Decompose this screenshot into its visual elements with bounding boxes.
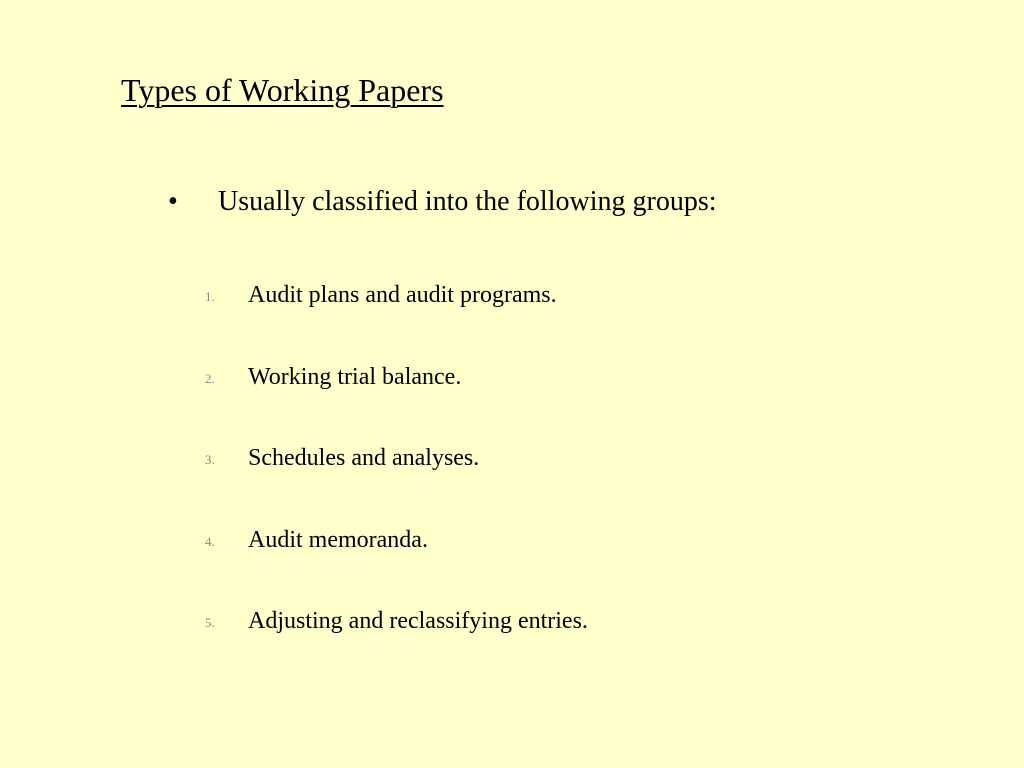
list-item-number: 3. (205, 452, 215, 467)
list-item-text: Audit plans and audit programs. (248, 282, 557, 308)
list-item-number: 4. (205, 534, 215, 549)
list-item-number: 1. (205, 289, 215, 304)
list-item-text: Adjusting and reclassifying entries. (248, 608, 588, 634)
list-item-number: 2. (205, 371, 215, 386)
bullet-text: Usually classified into the following groups: (218, 186, 717, 217)
list-item-text: Audit memoranda. (248, 527, 428, 553)
list-item-number: 5. (205, 615, 215, 630)
bullet-icon: • (168, 186, 178, 217)
slide-title: Types of Working Papers (121, 72, 444, 108)
list-item-text: Schedules and analyses. (248, 445, 480, 471)
list-item-text: Working trial balance. (248, 364, 462, 390)
